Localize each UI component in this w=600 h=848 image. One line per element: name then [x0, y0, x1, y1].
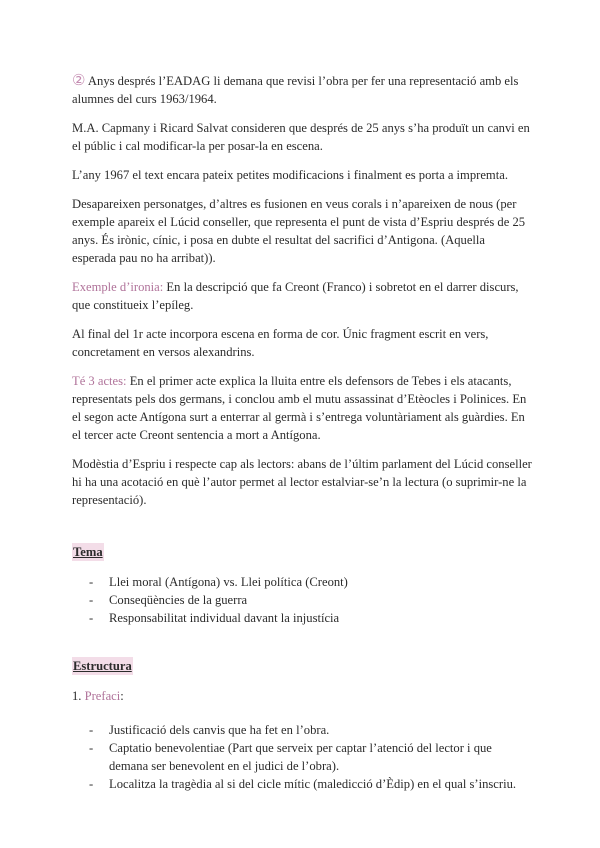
tema-list: [72, 573, 532, 627]
ironia-label: Exemple d’ironia:: [72, 280, 164, 294]
list-item: - Conseqüències de la guerra: [89, 593, 248, 607]
dash-bullet: -: [89, 777, 94, 791]
prefaci-line: 1. Prefaci:: [72, 689, 124, 703]
paragraph-modestia: Modèstia d’Espriu i respecte cap als lectors: abans de l’últim parlament del Lúcid conseller hi ha una acotació en què l’autor permet al lector estalviar-se’n la lectura (o suprimir-ne la representació).: [72, 457, 532, 507]
list-item: - Justificació dels canvis que ha fet en l’obra.: [89, 723, 330, 737]
estructura-heading: Estructura: [73, 659, 132, 673]
prefaci-label: Prefaci: [84, 689, 121, 703]
paragraph-text: Anys després l’EADAG li demana que revisi l’obra per fer una representació amb els alumnes del curs 1963/1964.: [72, 74, 519, 106]
paragraph-personatges: Desapareixen personatges, d’altres es fusionen en veus corals i n’apareixen de nous (per exemple apareix el Lúcid conseller, que representa el punt de vista d’Espriu després de 25 anys. És irònic, cínic, i posa en dubte el resultat del sacrifici d’Antigona. (Aquella esperada pau no ha arribat)).: [72, 197, 526, 265]
paragraph-text: En la descripció que fa Creont (Franco) i sobretot en el darrer discurs, que constitueix l’epíleg.: [72, 280, 519, 312]
list-item: - Localitza la tragèdia al si del cicle mític (maledicció d’Èdip) en el qual s’inscriu.: [89, 777, 517, 791]
section-number: 1.: [72, 689, 82, 703]
paragraph-capmany: M.A. Capmany i Ricard Salvat consideren que després de 25 anys s’ha produït un canvi en el públic i cal modificar-la per posar-la en escena.: [72, 121, 530, 153]
dash-bullet: -: [89, 593, 94, 607]
list-item: - Responsabilitat individual davant la injustícia: [89, 611, 340, 625]
paragraph-actes: [72, 372, 532, 444]
dash-bullet: -: [89, 575, 94, 589]
circled-number-marker: ②: [72, 73, 86, 89]
paragraph-text: En el primer acte explica la lluita entre els defensors de Tebes i els atacants, representats pels dos germans, i conclou amb el mutu assassinat d’Etèocles i Polinices. En el segon acte Antígona surt a enterrar al germà i s’entrega voluntàriament als guàrdies. En el tercer acte Creont sentencia a mort a Antígona.: [72, 374, 527, 442]
prefaci-list: [72, 721, 532, 793]
paragraph-1967: L’any 1967 el text encara pateix petites modificacions i finalment es porta a impremta.: [72, 168, 508, 182]
list-item: - Llei moral (Antígona) vs. Llei política (Creont): [89, 575, 348, 589]
paragraph-eadag: [72, 72, 532, 108]
actes-label: Té 3 actes:: [72, 374, 127, 388]
dash-bullet: -: [89, 611, 94, 625]
tema-section: [72, 543, 532, 627]
estructura-section: [72, 657, 532, 793]
dash-bullet: -: [89, 723, 94, 737]
tema-heading: Tema: [73, 545, 103, 559]
document-page: [72, 72, 532, 793]
paragraph-ironia: [72, 278, 532, 314]
dash-bullet: -: [89, 741, 94, 755]
list-item: - Captatio benevolentiae (Part que serveix per captar l’atenció del lector i que demana ser benevolent en el judici de l’obra).: [89, 741, 492, 773]
paragraph-cor: Al final del 1r acte incorpora escena en forma de cor. Únic fragment escrit en vers, concretament en versos alexandrins.: [72, 327, 489, 359]
